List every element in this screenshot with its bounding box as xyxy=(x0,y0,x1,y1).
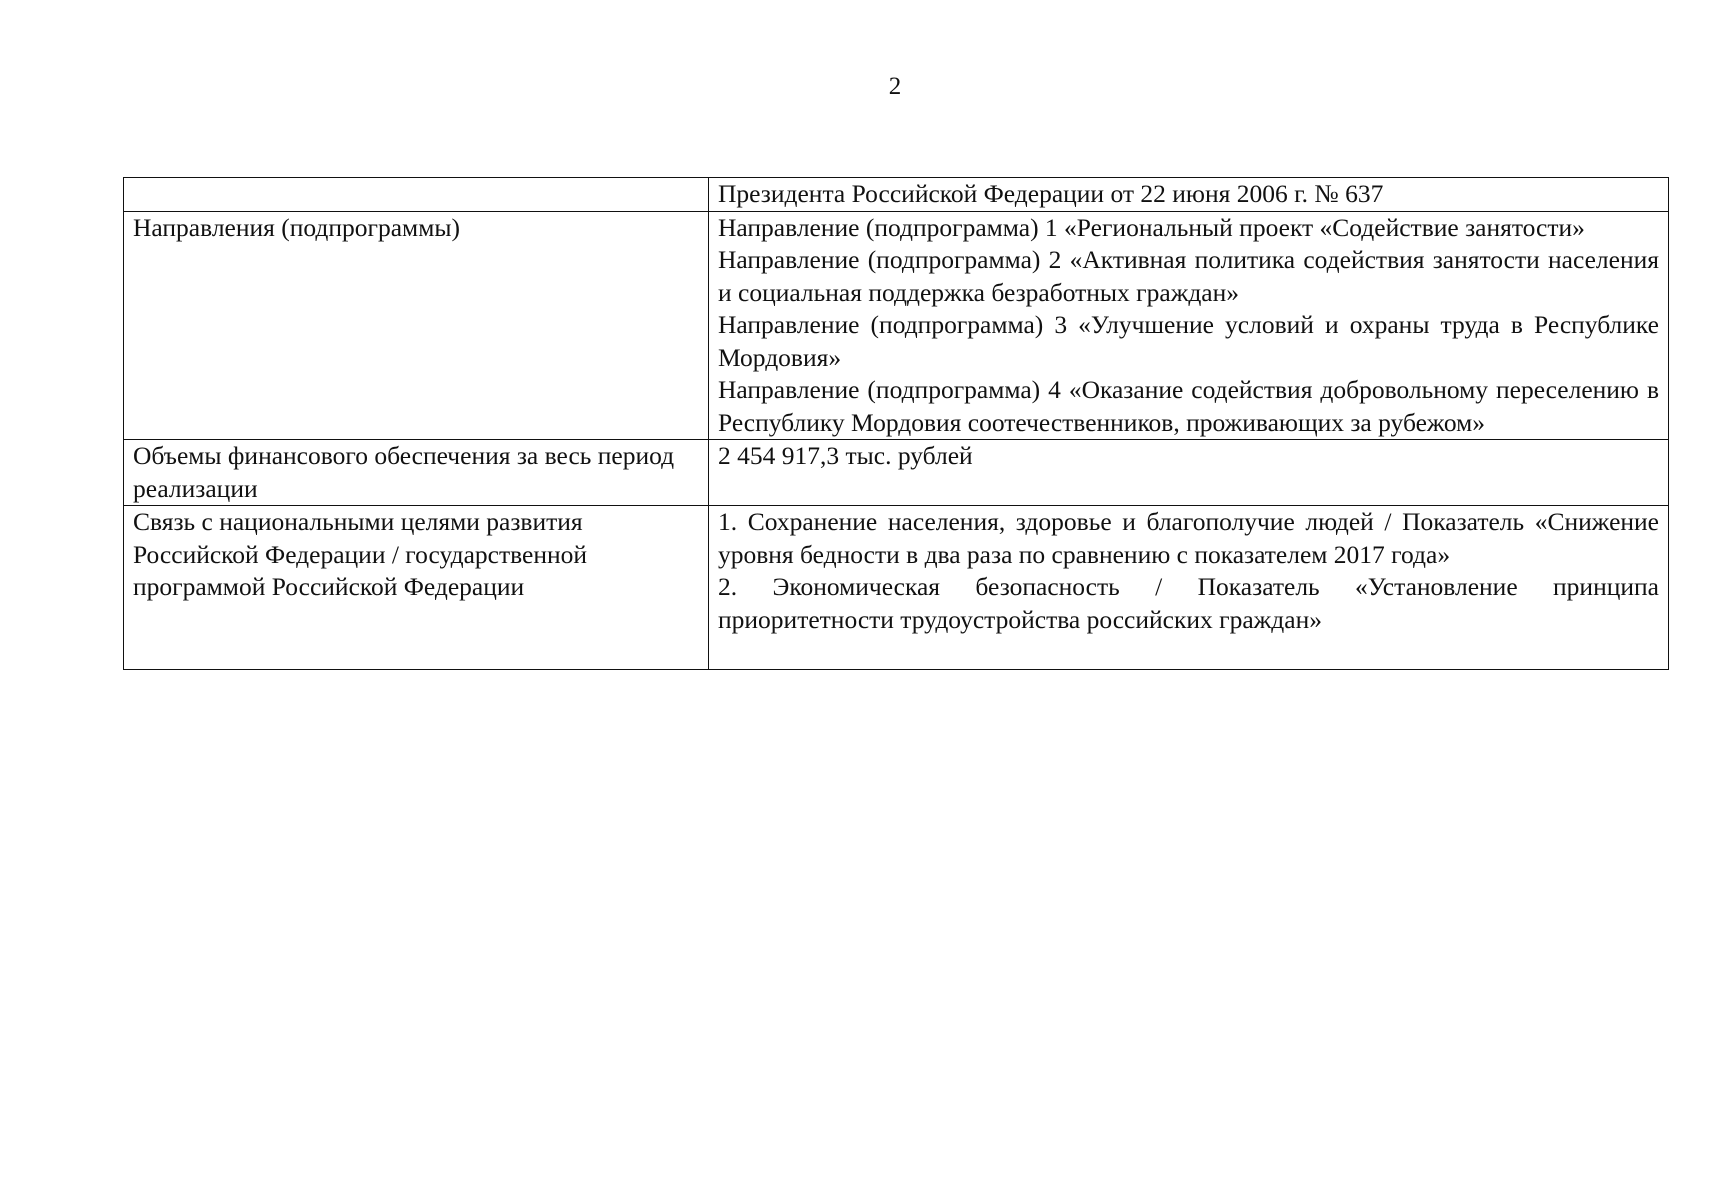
direction-item-4: Направление (подпрограмма) 4 «Оказание содействия добровольному переселению в Республику Мордовия соотечественников, проживающих за рубежом» xyxy=(718,375,1659,437)
national-goal-item-2: 2. Экономическая безопасность / Показатель «Установление принципа приоритетности трудоустройства российских граждан» xyxy=(718,572,1659,634)
program-passport-table xyxy=(123,177,1669,670)
direction-item-2: Направление (подпрограмма) 2 «Активная политика содействия занятости населения и социальная поддержка безработных граждан» xyxy=(718,245,1659,307)
directions-label: Направления (подпрограммы) xyxy=(124,211,709,440)
continuation-value-cell xyxy=(709,178,1669,212)
page-number: 2 xyxy=(888,73,902,100)
finance-label: Объемы финансового обеспечения за весь период реализации xyxy=(124,440,709,506)
national-goal-item-1: 1. Сохранение населения, здоровье и благополучие людей / Показатель «Снижение уровня бедности в два раза по сравнению с показателем 2017 года» xyxy=(718,507,1659,569)
direction-item-3: Направление (подпрограмма) 3 «Улучшение условий и охраны труда в Республике Мордовия» xyxy=(718,310,1659,372)
national-goals-value-cell xyxy=(709,506,1669,670)
finance-value-cell xyxy=(709,440,1669,506)
table-row-finance xyxy=(124,440,1669,506)
finance-value: 2 454 917,3 тыс. рублей xyxy=(718,441,973,470)
table-row-continuation xyxy=(124,178,1669,212)
table-row-national-goals xyxy=(124,506,1669,670)
directions-value-cell xyxy=(709,211,1669,440)
national-goals-label: Связь с национальными целями развития Российской Федерации / государственной программой Российской Федерации xyxy=(124,506,709,670)
continuation-label-cell xyxy=(124,178,709,212)
continuation-text: Президента Российской Федерации от 22 июня 2006 г. № 637 xyxy=(718,179,1384,208)
table-row-directions xyxy=(124,211,1669,440)
direction-item-1: Направление (подпрограмма) 1 «Региональный проект «Содействие занятости» xyxy=(718,212,1585,242)
